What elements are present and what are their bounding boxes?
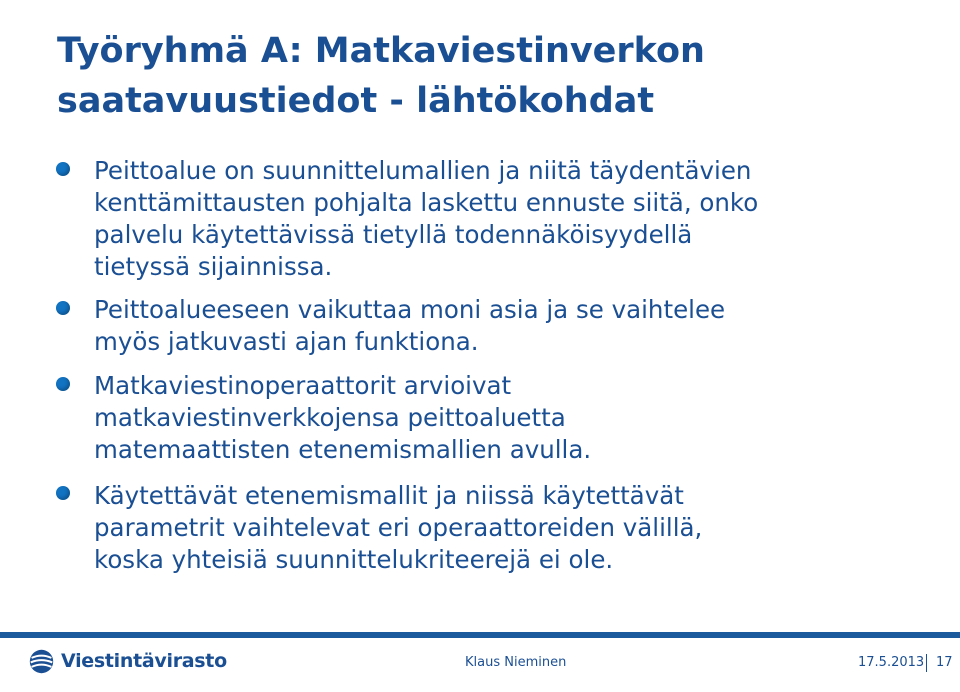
bullet-dot-icon (56, 486, 70, 500)
footer-separator (926, 654, 927, 672)
page-number: 17 (936, 655, 953, 670)
bullet-line: koska yhteisiä suunnittelukriteerejä ei ole. (94, 545, 614, 574)
bullet-dot-icon (56, 301, 70, 315)
bullet-line: palvelu käytettävissä tietyllä todennäköisyydellä (94, 220, 693, 249)
footer-date: 17.5.2013 (858, 655, 925, 670)
logo-text: Viestintävirasto (61, 650, 227, 672)
footer-divider (0, 632, 960, 638)
bullet-text (94, 370, 944, 466)
bullet-line: parametrit vaihtelevat eri operaattoreiden välillä, (94, 513, 703, 542)
title-line: Työryhmä A: Matkaviestinverkon (57, 31, 705, 71)
bullet-dot-icon (56, 377, 70, 391)
bullet-line: matemaattisten etenemismallien avulla. (94, 435, 592, 464)
bullet-line: matkaviestinverkkojensa peittoaluetta (94, 403, 566, 432)
title-line: saatavuustiedot - lähtökohdat (57, 81, 655, 121)
globe-icon (28, 648, 55, 675)
bullet-line: Peittoalueeseen vaikuttaa moni asia ja se vaihtelee (94, 295, 726, 324)
footer-author: Klaus Nieminen (465, 655, 567, 670)
bullet-text (94, 294, 944, 358)
bullet-line: myös jatkuvasti ajan funktiona. (94, 327, 479, 356)
bullet-line: Matkaviestinoperaattorit arvioivat (94, 371, 512, 400)
bullet-dot-icon (56, 162, 70, 176)
bullet-line: tietyssä sijainnissa. (94, 252, 333, 281)
bullet-text (94, 480, 944, 576)
bullet-line: Käytettävät etenemismallit ja niissä käytettävät (94, 481, 684, 510)
viestintavirasto-logo (28, 646, 227, 676)
bullet-line: Peittoalue on suunnittelumallien ja niitä täydentävien (94, 156, 752, 185)
bullet-text (94, 155, 944, 283)
bullet-line: kenttämittausten pohjalta laskettu ennuste siitä, onko (94, 188, 759, 217)
